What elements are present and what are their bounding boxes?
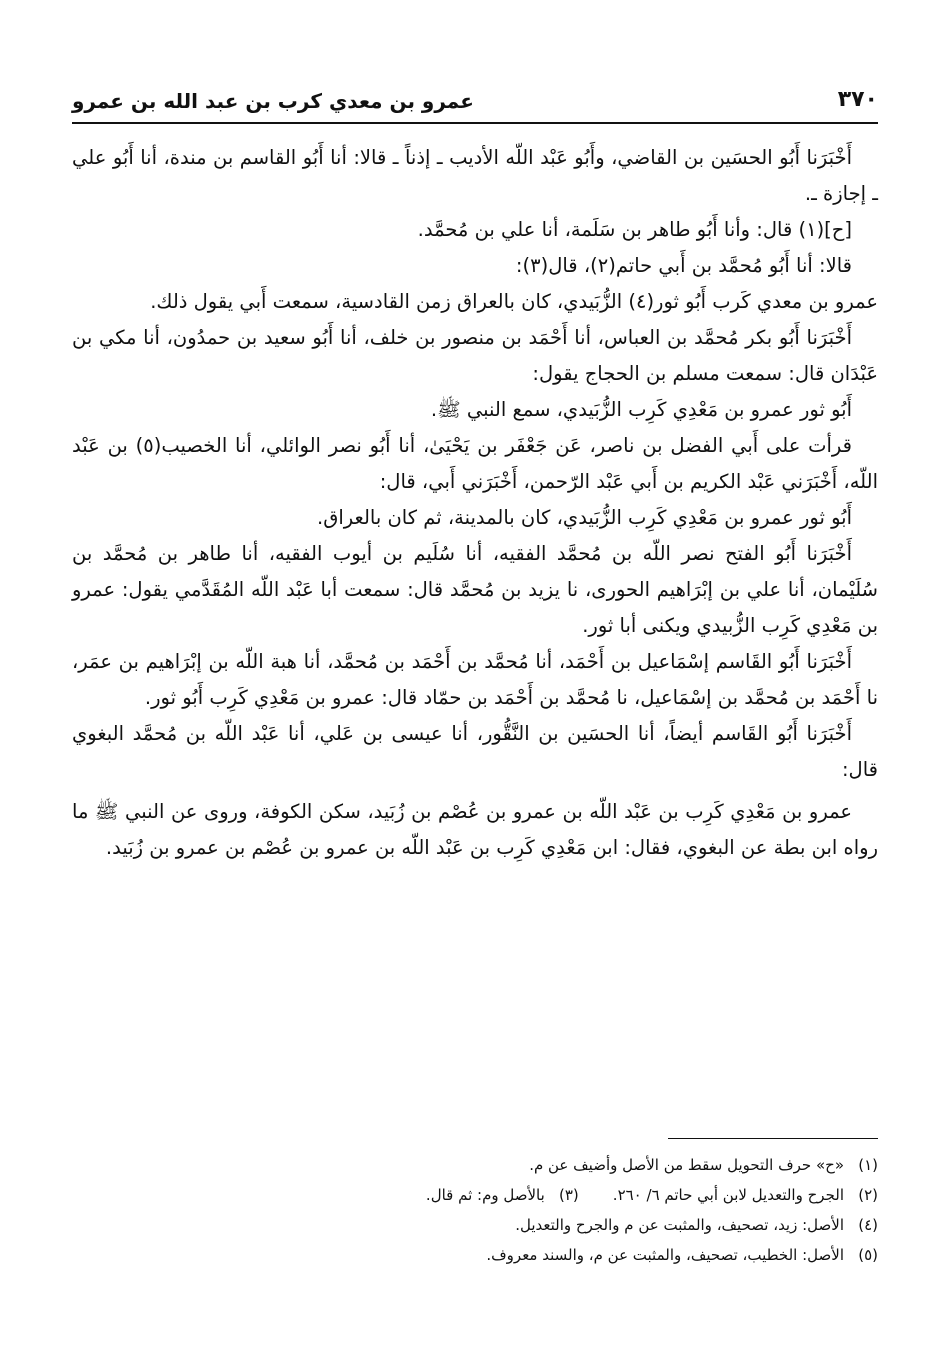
paragraph: أَخْبَرَنا أَبُو الحسَين بن القاضي، وأَبُو عَبْد اللّه الأديب ـ إذناً ـ قالا: أنا أَبُو القاسم بن مندة، أنا أَبُو علي ـ إجازة ـ. xyxy=(72,146,878,205)
footnote-number: (٣) xyxy=(559,1186,579,1204)
main-text xyxy=(72,140,878,866)
footnote-4 xyxy=(72,1210,878,1240)
paragraph: أَبُو ثور عمرو بن مَعْدِي كَرِب الزُّبَيدي، سمع النبي ﷺ. xyxy=(430,398,852,421)
paragraph: عمرو بن معدي كَرب أَبُو ثور(٤) الزُّبَيدي، كان بالعراق زمن القادسية، سمعت أَبي يقول ذلك. xyxy=(150,290,878,313)
page-header xyxy=(72,80,878,124)
running-title: عمرو بن معدي كرب بن عبد الله بن عمرو xyxy=(72,89,474,113)
footnote-text: بالأصل وم: ثم قال. xyxy=(425,1186,545,1204)
footnote-2 xyxy=(72,1180,878,1210)
footnote-number: (١) xyxy=(858,1156,878,1174)
footnote-text: الأصل: الخطيب، تصحيف، والمثبت عن م، والسند معروف. xyxy=(486,1246,844,1264)
footnote-text: الأصل: زيد، تصحيف، والمثبت عن م والجرح والتعديل. xyxy=(515,1216,844,1234)
footnote-1 xyxy=(72,1150,878,1180)
paragraph: عمرو بن مَعْدِي كَرِب بن عَبْد اللّه بن عمرو بن عُصْم بن زُبَيد، سكن الكوفة، وروى عن النبي ﷺ ما رواه ابن بطة عن البغوي، فقال: ابن مَعْدِي كَرِب بن عَبْد اللّه بن عمرو بن عُصْم بن عمرو بن زُبَيد. xyxy=(72,800,878,859)
footnote-5 xyxy=(72,1240,878,1270)
paragraph: أَخْبَرَنا أَبُو الفتح نصر اللّه بن مُحمَّد الفقيه، أنا سُلَيم بن أيوب الفقيه، أنا طاهر بن مُحمَّد بن سُلَيْمان، أنا علي بن إبْرَاهيم الحورى، نا يزيد بن مُحمَّد قال: سمعت أبا عَبْد اللّه المُقَدَّمي يقول: عمرو بن مَعْدِي كَرِب الزُّبيدي ويكنى أبا ثور. xyxy=(72,542,878,637)
paragraph: أَبُو ثور عمرو بن مَعْدِي كَرِب الزُّبَيدي، كان بالمدينة، ثم كان بالعراق. xyxy=(317,506,852,529)
footnote-text: الجرح والتعديل لابن أبي حاتم ٦/ ٢٦٠. xyxy=(612,1186,844,1204)
footnote-separator xyxy=(668,1138,878,1139)
footnotes xyxy=(72,1150,878,1270)
paragraph: أَخْبَرَنا أَبُو بكر مُحمَّد بن العباس، أنا أَحْمَد بن منصور بن خلف، أنا أَبُو سعيد بن حمدُون، أنا مكي بن عَبْدَان قال: سمعت مسلم بن الحجاج يقول: xyxy=(72,326,878,385)
footnote-number: (٤) xyxy=(858,1216,878,1234)
footnote-number: (٥) xyxy=(858,1246,878,1264)
paragraph: أَخْبَرَنا أَبُو القَاسم إسْمَاعيل بن أَحْمَد، أنا مُحمَّد بن أَحْمَد بن مُحمَّد، أنا هبة اللّه بن إبْرَاهيم بن عمَر، نا أَحْمَد بن مُحمَّد بن إسْمَاعيل، نا مُحمَّد بن أَحْمَد بن حمّاد قال: عمرو بن مَعْدِي كَرِب أَبُو ثور. xyxy=(72,650,878,709)
page-number: ٣٧٠ xyxy=(837,87,878,112)
paragraph: [ح](١) قال: وأنا أَبُو طاهر بن سَلَمة، أنا علي بن مُحمَّد. xyxy=(417,218,852,241)
paragraph: أَخْبَرَنا أَبُو القَاسم أيضاً، أنا الحسَين بن النَّقُّور، أنا عيسى بن عَلي، أنا عَبْد اللّه بن مُحمَّد البغوي قال: xyxy=(72,722,878,781)
footnote-number: (٢) xyxy=(858,1186,878,1204)
footnote-text: «ح» حرف التحويل سقط من الأصل وأضيف عن م. xyxy=(529,1156,844,1174)
paragraph: قرأت على أَبي الفضل بن ناصر، عَن جَعْفَر بن يَحْيَىٰ، أنا أَبُو نصر الوائلي، أنا الخصيب(٥) بن عَبْد اللّه، أَخْبَرَني عَبْد الكريم بن أَبي عَبْد الرّحمن، أَخْبَرَني أَبي، قال: xyxy=(72,434,878,493)
paragraph: قالا: أنا أَبُو مُحمَّد بن أَبي حاتم(٢)، قال(٣): xyxy=(515,254,852,277)
